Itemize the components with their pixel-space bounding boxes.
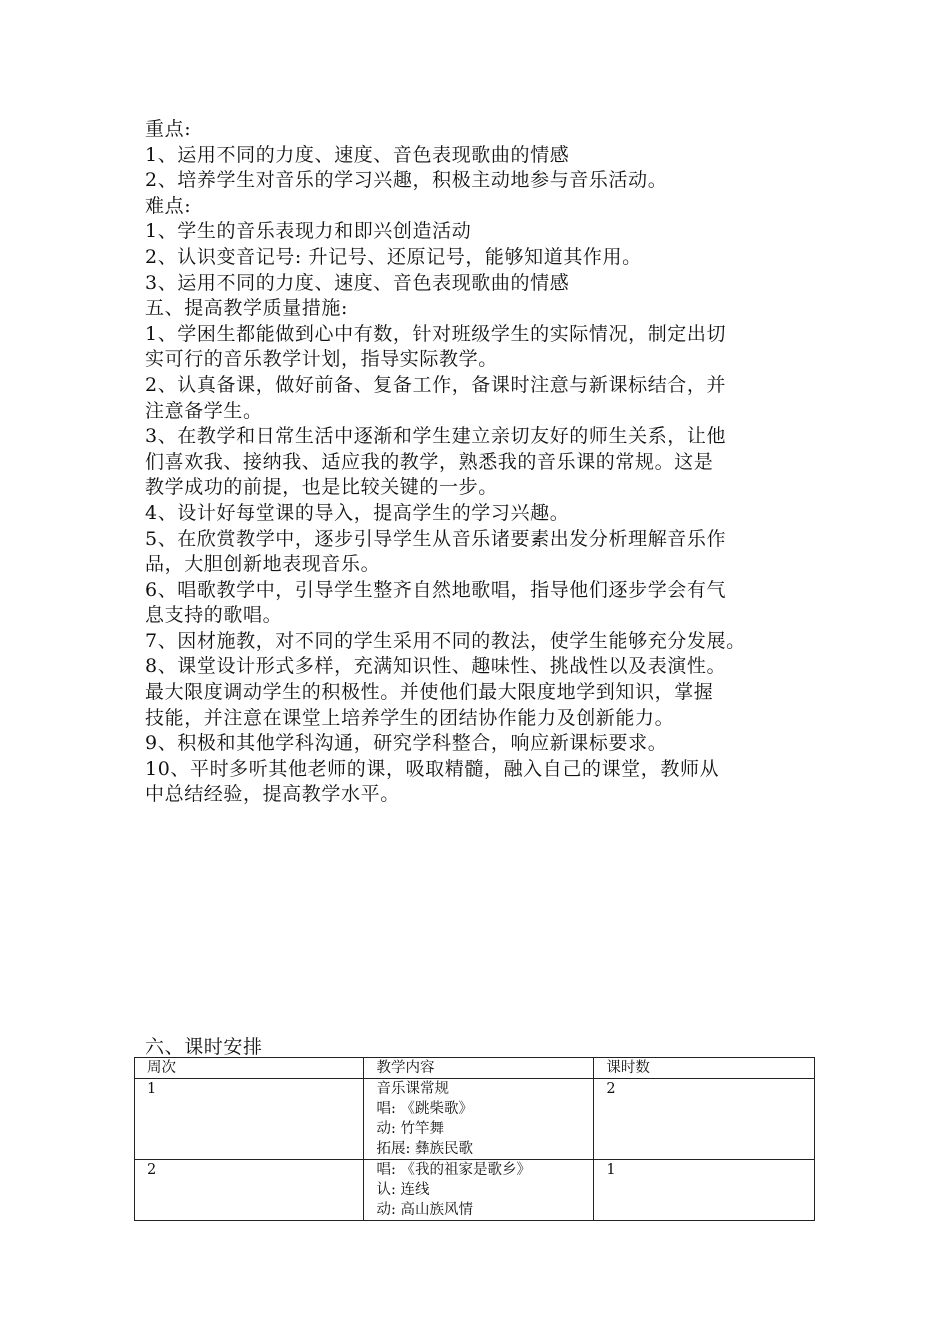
content-line: 认: 连线 <box>376 1182 430 1198</box>
section-heading-key-points: 重点: <box>145 118 192 140</box>
text-line: 1、学困生都能做到心中有数，针对班级学生的实际情况，制定出切 <box>145 322 727 345</box>
text-line: 教学成功的前提，也是比较关键的一步。 <box>145 476 498 499</box>
cell-content <box>364 1160 594 1221</box>
text-line: 2、认真备课，做好前备、复备工作，备课时注意与新课标结合，并 <box>145 373 727 396</box>
header-week: 周次 <box>135 1058 364 1079</box>
table-row <box>135 1079 815 1160</box>
content-line: 唱: 《跳柴歌》 <box>376 1101 473 1117</box>
header-content: 教学内容 <box>364 1058 594 1079</box>
text-line: 品，大胆创新地表现音乐。 <box>145 553 381 576</box>
text-line: 9、积极和其他学科沟通，研究学科整合，响应新课标要求。 <box>145 732 668 755</box>
text-line: 1、学生的音乐表现力和即兴创造活动 <box>145 220 472 243</box>
content-line: 唱: 《我的祖家是歌乡》 <box>376 1162 531 1178</box>
text-line: 们喜欢我、接纳我、适应我的教学，熟悉我的音乐课的常规。这是 <box>145 450 714 473</box>
text-line: 10、平时多听其他老师的课，吸取精髓，融入自己的课堂，教师从 <box>145 757 720 780</box>
text-line: 注意备学生。 <box>145 399 263 422</box>
content-line: 音乐课常规 <box>376 1081 449 1097</box>
text-line: 6、唱歌教学中，引导学生整齐自然地歌唱，指导他们逐步学会有气 <box>145 578 727 601</box>
text-line: 中总结经验，提高教学水平。 <box>145 783 400 806</box>
cell-hours: 1 <box>594 1160 815 1221</box>
content-line: 拓展: 彝族民歌 <box>376 1141 473 1157</box>
document-body <box>145 117 825 808</box>
schedule-heading: 六、课时安排 <box>145 1036 263 1058</box>
cell-week: 2 <box>135 1160 364 1221</box>
content-line: 动: 高山族风情 <box>376 1202 473 1218</box>
text-line: 3、运用不同的力度、速度、音色表现歌曲的情感 <box>145 271 570 294</box>
text-line: 2、培养学生对音乐的学习兴趣，积极主动地参与音乐活动。 <box>145 169 668 192</box>
cell-week: 1 <box>135 1079 364 1160</box>
section-heading-difficulties: 难点: <box>145 194 192 217</box>
text-line: 8、课堂设计形式多样，充满知识性、趣味性、挑战性以及表演性。 <box>145 655 727 678</box>
header-hours: 课时数 <box>594 1058 815 1079</box>
text-line: 最大限度调动学生的积极性。并使他们最大限度地学到知识，掌握 <box>145 681 714 704</box>
text-line: 实可行的音乐教学计划，指导实际教学。 <box>145 348 498 371</box>
table-header-row <box>135 1058 815 1079</box>
text-line: 1、运用不同的力度、速度、音色表现歌曲的情感 <box>145 143 570 166</box>
text-line: 2、认识变音记号: 升记号、还原记号，能够知道其作用。 <box>145 245 642 268</box>
cell-hours: 2 <box>594 1079 815 1160</box>
cell-content <box>364 1079 594 1160</box>
section-heading-measures: 五、提高教学质量措施: <box>145 297 349 320</box>
text-line: 5、在欣赏教学中，逐步引导学生从音乐诸要素出发分析理解音乐作 <box>145 527 727 550</box>
schedule-table <box>134 1057 815 1221</box>
text-line: 7、因材施教，对不同的学生采用不同的教法，使学生能够充分发展。 <box>145 629 746 652</box>
table-row <box>135 1160 815 1221</box>
text-line: 技能，并注意在课堂上培养学生的团结协作能力及创新能力。 <box>145 706 675 729</box>
text-line: 4、设计好每堂课的导入，提高学生的学习兴趣。 <box>145 501 570 524</box>
content-line: 动: 竹竿舞 <box>376 1121 444 1137</box>
text-line: 3、在教学和日常生活中逐渐和学生建立亲切友好的师生关系，让他 <box>145 425 727 448</box>
text-line: 息支持的歌唱。 <box>145 604 283 627</box>
